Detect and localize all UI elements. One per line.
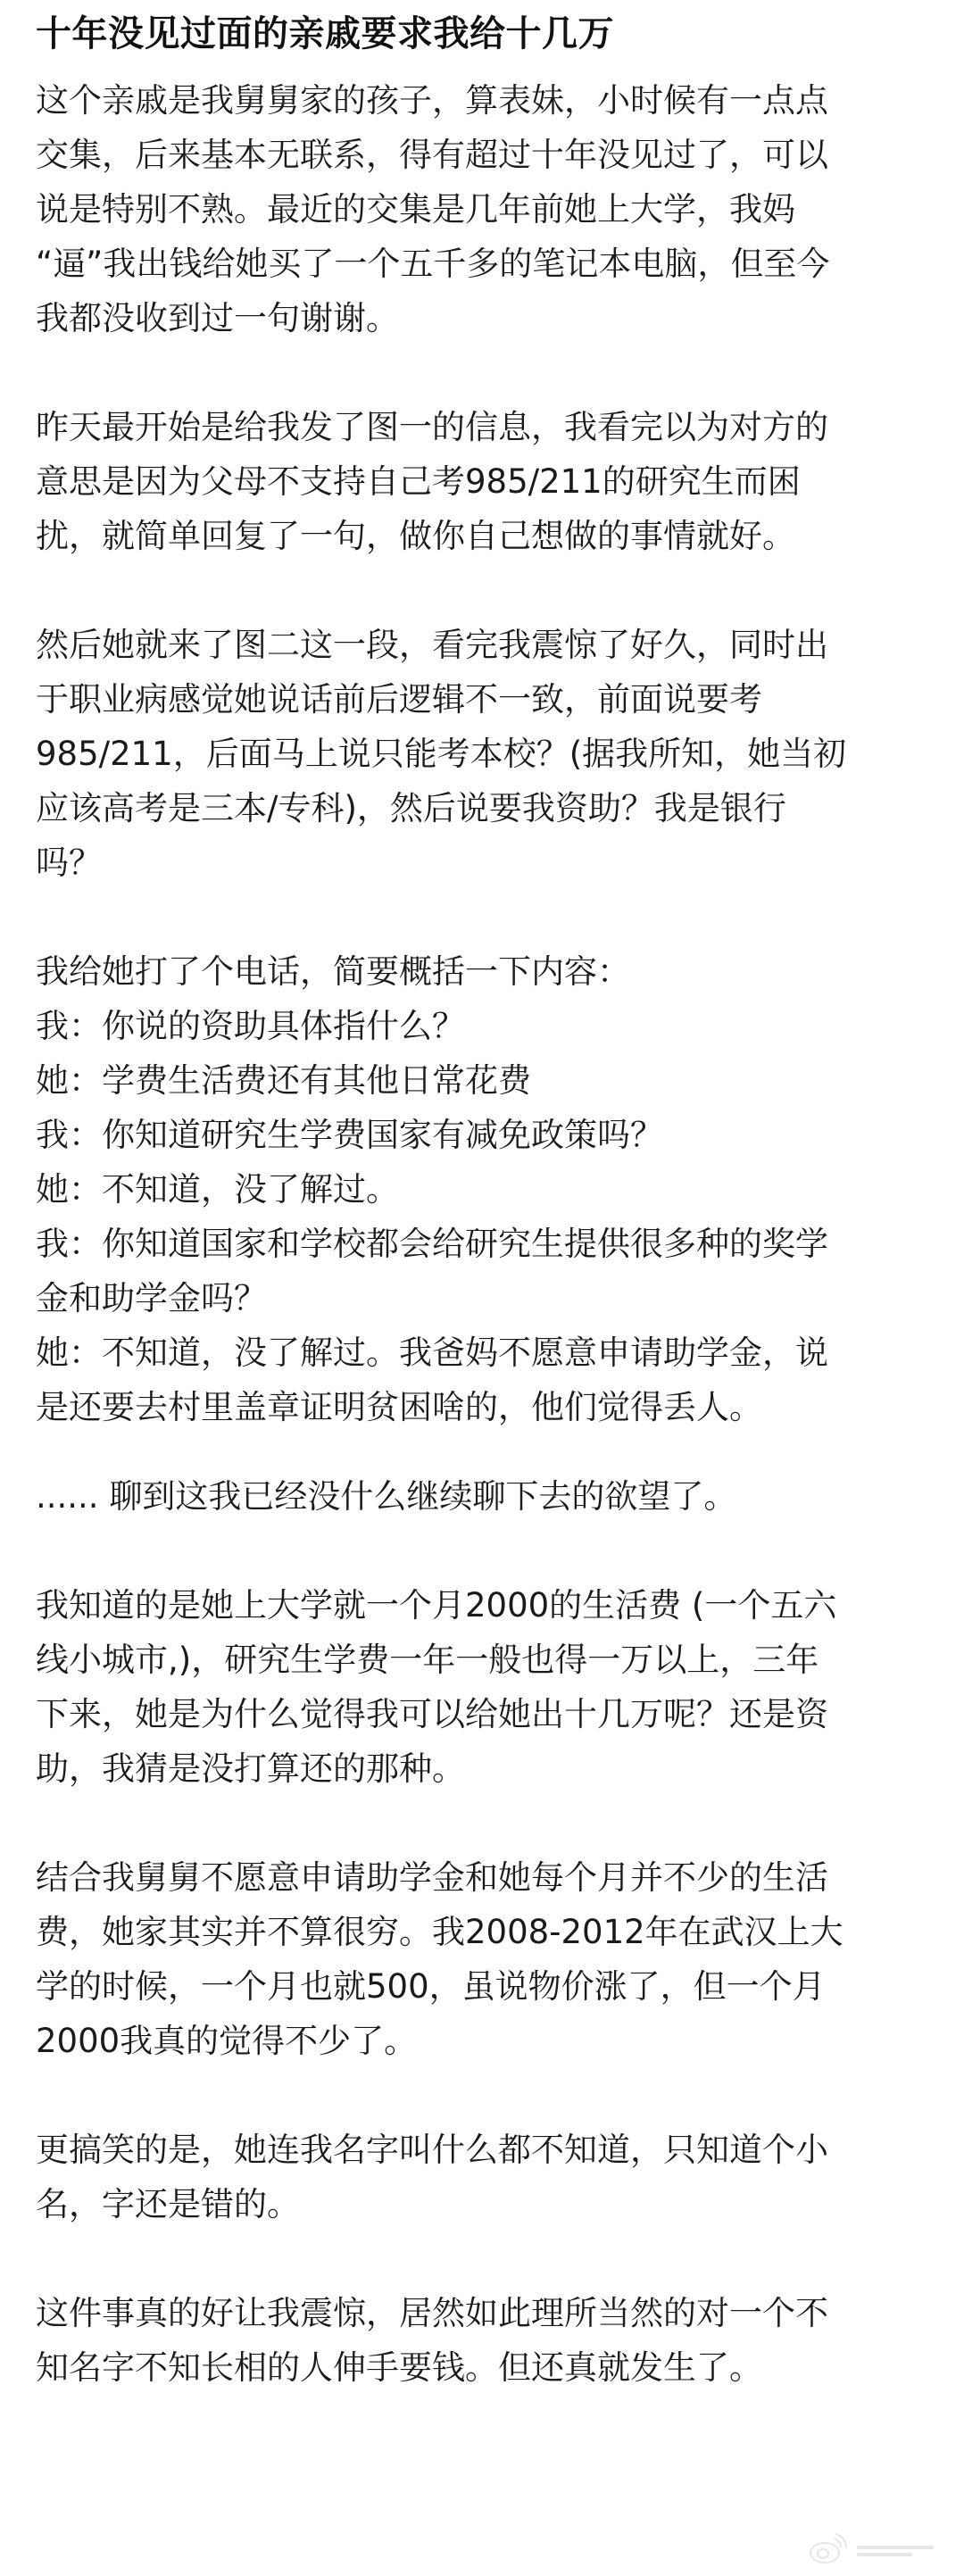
text-line: ...... 聊到这我已经没什么继续聊下去的欲望了。 (36, 1477, 737, 1516)
text-line: 下来，她是为什么觉得我可以给她出十几万呢？还是资 (36, 1695, 828, 1733)
text-line: 交集，后来基本无联系，得有超过十年没见过了，可以 (36, 136, 828, 174)
text-line: 吗？ (36, 843, 102, 882)
text-line: 线小城市,)，研究生学费一年一般也得一万以上，三年 (36, 1641, 819, 1679)
paragraph-7 (36, 1850, 928, 2068)
dialogue-line: 我：你知道国家和学校都会给研究生提供很多种的奖学 (36, 1225, 828, 1263)
paragraph-6 (36, 1578, 928, 1796)
text-line: 2000我真的觉得不少了。 (36, 2022, 418, 2060)
text-line: 我给她打了个电话，简要概括一下内容： (36, 952, 630, 991)
text-line: 昨天最开始是给我发了图一的信息，我看完以为对方的 (36, 408, 828, 446)
weibo-watermark-icon (807, 2531, 941, 2567)
paragraph-3 (36, 618, 928, 890)
text-line: 这个亲戚是我舅舅家的孩子，算表妹，小时候有一点点 (36, 81, 828, 120)
text-line: 助，我猜是没打算还的那种。 (36, 1749, 465, 1788)
text-line: 于职业病感觉她说话前后逻辑不一致，前面说要考 (36, 680, 762, 719)
text-line: 扰，就简单回复了一句，做你自己想做的事情就好。 (36, 517, 795, 555)
dialogue-line: 我：你说的资助具体指什么？ (36, 1007, 465, 1045)
text-line: “逼”我出钱给她买了一个五千多的笔记本电脑，但至今 (36, 245, 830, 283)
dialogue-line: 她：学费生活费还有其他日常花费 (36, 1061, 531, 1100)
text-line: 结合我舅舅不愿意申请助学金和她每个月并不少的生活 (36, 1858, 828, 1897)
paragraph-1 (36, 73, 928, 345)
article-body (36, 73, 928, 2395)
text-line: 费，她家其实并不算很穷。我2008-2012年在武汉上大 (36, 1913, 844, 1951)
paragraph-8 (36, 2123, 928, 2231)
text-line: 更搞笑的是，她连我名字叫什么都不知道，只知道个小 (36, 2131, 828, 2169)
paragraph-4-phone-call (36, 944, 928, 1434)
text-line: 说是特别不熟。最近的交集是几年前她上大学，我妈 (36, 190, 795, 229)
paragraph-5 (36, 1469, 928, 1524)
text-line: 名，字还是错的。 (36, 2185, 300, 2223)
text-line: 然后她就来了图二这一段，看完我震惊了好久，同时出 (36, 626, 828, 664)
text-line: 应该高考是三本/专科)，然后说要我资助？我是银行 (36, 789, 786, 827)
text-line: 学的时候，一个月也就500，虽说物价涨了，但一个月 (36, 1967, 826, 2006)
dialogue-line: 金和助学金吗？ (36, 1279, 267, 1317)
dialogue-line: 她：不知道，没了解过。 (36, 1170, 399, 1209)
text-line: 意思是因为父母不支持自己考985/211的研究生而困 (36, 462, 801, 501)
paragraph-9 (36, 2286, 928, 2395)
text-line: 知名字不知长相的人伸手要钱。但还真就发生了。 (36, 2348, 762, 2387)
text-line: 我都没收到过一句谢谢。 (36, 299, 399, 337)
dialogue-line: 我：你知道研究生学费国家有减免政策吗？ (36, 1116, 663, 1154)
dialogue-line: 是还要去村里盖章证明贫困啥的，他们觉得丢人。 (36, 1388, 762, 1426)
dialogue-line: 她：不知道，没了解过。我爸妈不愿意申请助学金，说 (36, 1334, 828, 1372)
article-title: 十年没见过面的亲戚要求我给十几万 (36, 13, 614, 54)
text-line: 我知道的是她上大学就一个月2000的生活费 (一个五六 (36, 1586, 837, 1625)
text-line: 985/211，后面马上说只能考本校？(据我所知，她当初 (36, 735, 847, 773)
paragraph-2 (36, 400, 928, 563)
text-line: 这件事真的好让我震惊，居然如此理所当然的对一个不 (36, 2294, 828, 2332)
